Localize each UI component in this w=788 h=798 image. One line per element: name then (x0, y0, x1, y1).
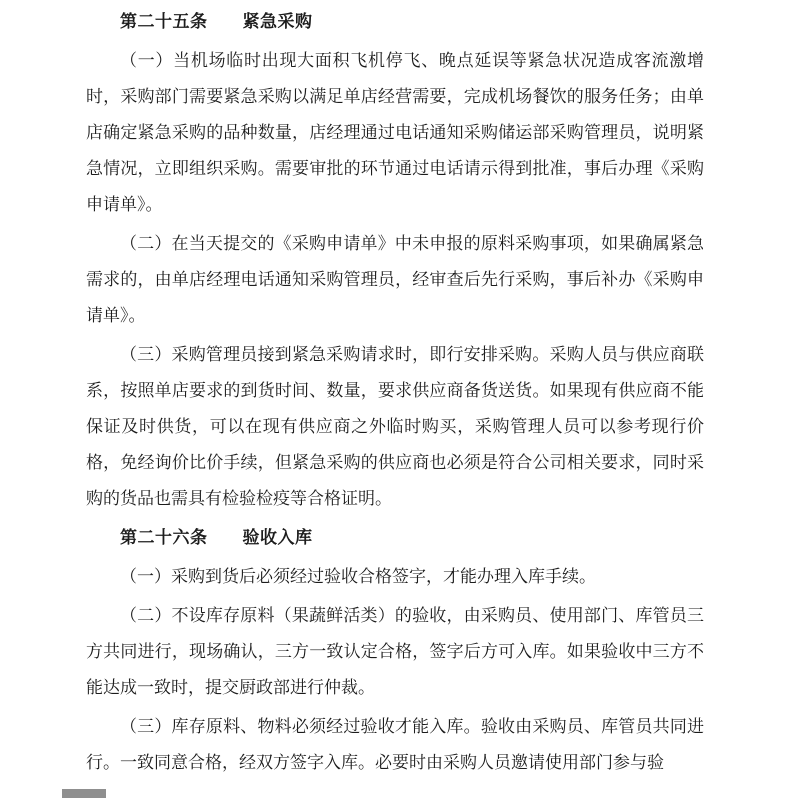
paragraph: （一）当机场临时出现大面积飞机停飞、晚点延误等紧急状况造成客流激增时，采购部门需要紧急采购以满足单店经营需要，完成机场餐饮的服务任务；由单店确定紧急采购的品种数量，店经理通过电话通知采购储运部采购管理员，说明紧急情况，立即组织采购。需要审批的环节通过电话请示得到批准，事后办理《采购申请单》。 (86, 51, 704, 214)
paragraph: （三）库存原料、物料必须经过验收才能入库。验收由采购员、库管员共同进行。一致同意合格，经双方签字入库。必要时由采购人员邀请使用部门参与验 (86, 717, 704, 772)
paragraph: （三）采购管理员接到紧急采购请求时，即行安排采购。采购人员与供应商联系，按照单店要求的到货时间、数量，要求供应商备货送货。如果现有供应商不能保证及时供货，可以在现有供应商之外临时购买，采购管理人员可以参考现行价格，免经询价比价手续，但紧急采购的供应商也必须是符合公司相关要求，同时采购的货品也需具有检验检疫等合格证明。 (86, 345, 704, 508)
section-heading: 第二十五条 紧急采购 (120, 12, 313, 31)
paragraph: （一）采购到货后必须经过验收合格签字，才能办理入库手续。 (120, 567, 596, 586)
paragraph: （二）不设库存原料（果蔬鲜活类）的验收，由采购员、使用部门、库管员三方共同进行，现场确认，三方一致认定合格，签字后方可入库。如果验收中三方不能达成一致时，提交厨政部进行仲裁。 (86, 606, 704, 697)
section-heading: 第二十六条 验收入库 (120, 528, 313, 547)
partial-next-element-bar (62, 789, 106, 798)
paragraph: （二）在当天提交的《采购申请单》中未申报的原料采购事项，如果确属紧急需求的，由单店经理电话通知采购管理员，经审查后先行采购，事后补办《采购申请单》。 (86, 234, 704, 325)
